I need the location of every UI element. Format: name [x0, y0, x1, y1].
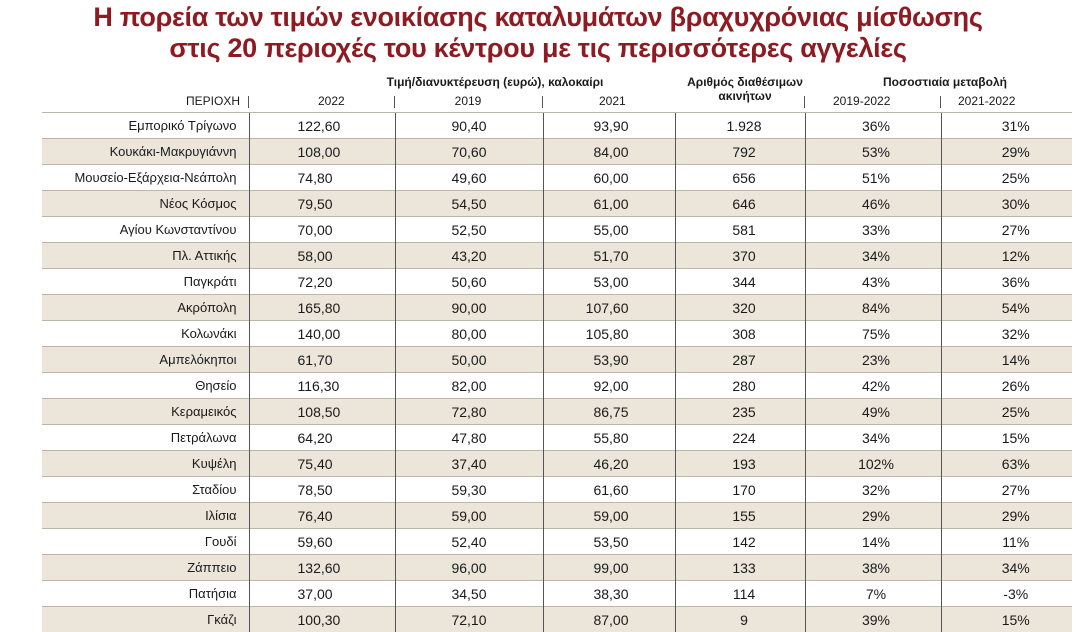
table-row	[42, 425, 1072, 451]
region-cell: Μουσείο-Εξάρχεια-Νεάπολη	[42, 165, 249, 191]
count-cell: 155	[675, 503, 805, 529]
price-2021-cell: 107,60	[543, 295, 675, 321]
pct-2019-2022-cell: 42%	[805, 373, 941, 399]
chart-title-line-2: στις 20 περιοχές του κέντρου με τις περισσότερες αγγελίες	[0, 33, 1076, 64]
pct-2021-2022-cell: 25%	[941, 399, 1072, 425]
count-cell: 142	[675, 529, 805, 555]
price-2022-cell: 75,40	[249, 451, 395, 477]
count-cell: 646	[675, 191, 805, 217]
pct-2021-2022-cell: 29%	[941, 503, 1072, 529]
pct-2021-2022-cell: 26%	[941, 373, 1072, 399]
region-cell: Ιλίσια	[42, 503, 249, 529]
price-2021-cell: 38,30	[543, 581, 675, 607]
price-2019-cell: 59,30	[395, 477, 543, 503]
region-cell: Κυψέλη	[42, 451, 249, 477]
price-2019-cell: 49,60	[395, 165, 543, 191]
pct-2021-2022-cell: 63%	[941, 451, 1072, 477]
price-2022-cell: 100,30	[249, 607, 395, 632]
pct-2019-2022-cell: 14%	[805, 529, 941, 555]
count-cell: 1.928	[675, 113, 805, 139]
header-divider	[804, 96, 805, 108]
count-cell: 287	[675, 347, 805, 373]
region-cell: Νέος Κόσμος	[42, 191, 249, 217]
region-cell: Κεραμεικός	[42, 399, 249, 425]
pct-2019-2022-cell: 34%	[805, 243, 941, 269]
price-2022-cell: 140,00	[249, 321, 395, 347]
price-2022-cell: 79,50	[249, 191, 395, 217]
chart-title	[0, 2, 1076, 64]
price-2019-cell: 34,50	[395, 581, 543, 607]
price-group-header: Τιμή/διανυκτέρευση (ευρώ), καλοκαίρι	[320, 75, 670, 89]
pct-2021-2022-cell: 31%	[941, 113, 1072, 139]
price-2022-cell: 76,40	[249, 503, 395, 529]
price-2021-cell: 87,00	[543, 607, 675, 632]
price-2019-cell: 70,60	[395, 139, 543, 165]
count-header-line-2: ακινήτων	[670, 89, 820, 103]
price-2019-cell: 52,40	[395, 529, 543, 555]
region-header: ΠΕΡΙΟΧΗ	[42, 94, 240, 108]
price-2019-cell: 50,00	[395, 347, 543, 373]
price-2021-cell: 55,00	[543, 217, 675, 243]
pct-2021-2022-cell: 15%	[941, 425, 1072, 451]
pct-2019-2022-cell: 34%	[805, 425, 941, 451]
price-2022-cell: 108,50	[249, 399, 395, 425]
pct-group-header: Ποσοστιαία μεταβολή	[820, 75, 1070, 89]
count-header-line-1: Αριθμός διαθέσιμων	[670, 75, 820, 89]
price-2021-cell: 93,90	[543, 113, 675, 139]
price-2021-cell: 53,00	[543, 269, 675, 295]
price-2019-cell: 80,00	[395, 321, 543, 347]
price-2019-cell: 72,10	[395, 607, 543, 632]
region-cell: Αμπελόκηποι	[42, 347, 249, 373]
price-2022-cell: 132,60	[249, 555, 395, 581]
region-cell: Κουκάκι-Μακρυγιάννη	[42, 139, 249, 165]
price-2019-cell: 72,80	[395, 399, 543, 425]
pct-2021-2022-cell: 34%	[941, 555, 1072, 581]
region-cell: Γουδί	[42, 529, 249, 555]
count-cell: 320	[675, 295, 805, 321]
price-2021-cell: 60,00	[543, 165, 675, 191]
pct-2019-2022-cell: 29%	[805, 503, 941, 529]
pct-2021-2022-cell: 27%	[941, 477, 1072, 503]
price-2019-cell: 90,40	[395, 113, 543, 139]
price-2022-cell: 165,80	[249, 295, 395, 321]
pct-2021-2022-cell: 27%	[941, 217, 1072, 243]
count-cell: 170	[675, 477, 805, 503]
price-2021-cell: 53,90	[543, 347, 675, 373]
pct-2019-2022-cell: 38%	[805, 555, 941, 581]
table-body	[42, 113, 1072, 632]
price-2019-cell: 37,40	[395, 451, 543, 477]
header-divider	[940, 96, 941, 108]
year-2021-header: 2021	[599, 94, 626, 108]
data-table	[42, 112, 1072, 632]
table-row	[42, 113, 1072, 139]
price-2022-cell: 72,20	[249, 269, 395, 295]
year-2022-header: 2022	[318, 94, 345, 108]
pct-2021-2022-header: 2021-2022	[958, 94, 1015, 108]
pct-2019-2022-cell: 39%	[805, 607, 941, 632]
price-2021-cell: 99,00	[543, 555, 675, 581]
price-2021-cell: 51,70	[543, 243, 675, 269]
table-row	[42, 347, 1072, 373]
header-divider	[542, 96, 543, 108]
pct-2019-2022-cell: 23%	[805, 347, 941, 373]
pct-2021-2022-cell: 12%	[941, 243, 1072, 269]
count-cell: 581	[675, 217, 805, 243]
price-2019-cell: 59,00	[395, 503, 543, 529]
region-cell: Ζάππειο	[42, 555, 249, 581]
pct-2019-2022-cell: 7%	[805, 581, 941, 607]
price-2022-cell: 116,30	[249, 373, 395, 399]
chart-title-line-1: Η πορεία των τιμών ενοικίασης καταλυμάτων βραχυχρόνιας μίσθωσης	[0, 2, 1076, 33]
table-row	[42, 529, 1072, 555]
table-row	[42, 139, 1072, 165]
price-2019-cell: 82,00	[395, 373, 543, 399]
price-2019-cell: 43,20	[395, 243, 543, 269]
pct-2019-2022-cell: 51%	[805, 165, 941, 191]
header-divider	[394, 96, 395, 108]
pct-2019-2022-cell: 102%	[805, 451, 941, 477]
pct-2021-2022-cell: 36%	[941, 269, 1072, 295]
price-2019-cell: 47,80	[395, 425, 543, 451]
price-2021-cell: 84,00	[543, 139, 675, 165]
pct-2021-2022-cell: 54%	[941, 295, 1072, 321]
pct-2021-2022-cell: 32%	[941, 321, 1072, 347]
count-cell: 344	[675, 269, 805, 295]
pct-2021-2022-cell: 14%	[941, 347, 1072, 373]
table-row	[42, 477, 1072, 503]
price-2021-cell: 86,75	[543, 399, 675, 425]
table-row	[42, 321, 1072, 347]
region-cell: Πατήσια	[42, 581, 249, 607]
price-2021-cell: 53,50	[543, 529, 675, 555]
price-2022-cell: 58,00	[249, 243, 395, 269]
pct-2019-2022-cell: 46%	[805, 191, 941, 217]
count-cell: 224	[675, 425, 805, 451]
price-2019-cell: 50,60	[395, 269, 543, 295]
table-row	[42, 295, 1072, 321]
price-2019-cell: 96,00	[395, 555, 543, 581]
price-2022-cell: 78,50	[249, 477, 395, 503]
header-divider	[248, 96, 249, 108]
region-cell: Αγίου Κωνσταντίνου	[42, 217, 249, 243]
price-2022-cell: 108,00	[249, 139, 395, 165]
pct-2019-2022-cell: 75%	[805, 321, 941, 347]
pct-2021-2022-cell: 25%	[941, 165, 1072, 191]
region-cell: Πλ. Αττικής	[42, 243, 249, 269]
price-2021-cell: 61,00	[543, 191, 675, 217]
table-row	[42, 581, 1072, 607]
price-2019-cell: 52,50	[395, 217, 543, 243]
region-cell: Γκάζι	[42, 607, 249, 632]
table-row	[42, 555, 1072, 581]
price-2019-cell: 54,50	[395, 191, 543, 217]
pct-2019-2022-cell: 43%	[805, 269, 941, 295]
pct-2021-2022-cell: -3%	[941, 581, 1072, 607]
pct-2019-2022-cell: 36%	[805, 113, 941, 139]
pct-2019-2022-cell: 33%	[805, 217, 941, 243]
price-2022-cell: 122,60	[249, 113, 395, 139]
count-cell: 133	[675, 555, 805, 581]
price-2021-cell: 61,60	[543, 477, 675, 503]
count-cell: 308	[675, 321, 805, 347]
table-row	[42, 191, 1072, 217]
region-cell: Ακρόπολη	[42, 295, 249, 321]
region-cell: Θησείο	[42, 373, 249, 399]
pct-2019-2022-cell: 84%	[805, 295, 941, 321]
pct-2019-2022-cell: 49%	[805, 399, 941, 425]
price-2019-cell: 90,00	[395, 295, 543, 321]
price-2021-cell: 92,00	[543, 373, 675, 399]
price-2022-cell: 59,60	[249, 529, 395, 555]
year-2019-header: 2019	[433, 94, 503, 108]
price-2022-cell: 61,70	[249, 347, 395, 373]
price-2021-cell: 105,80	[543, 321, 675, 347]
price-2022-cell: 64,20	[249, 425, 395, 451]
count-cell: 280	[675, 373, 805, 399]
pct-2019-2022-cell: 32%	[805, 477, 941, 503]
region-cell: Κολωνάκι	[42, 321, 249, 347]
table-row	[42, 607, 1072, 632]
pct-2021-2022-cell: 11%	[941, 529, 1072, 555]
count-cell: 656	[675, 165, 805, 191]
region-cell: Παγκράτι	[42, 269, 249, 295]
pct-2019-2022-cell: 53%	[805, 139, 941, 165]
table-row	[42, 165, 1072, 191]
count-cell: 235	[675, 399, 805, 425]
price-2022-cell: 70,00	[249, 217, 395, 243]
price-2021-cell: 46,20	[543, 451, 675, 477]
pct-2021-2022-cell: 15%	[941, 607, 1072, 632]
region-cell: Πετράλωνα	[42, 425, 249, 451]
table-row	[42, 399, 1072, 425]
table-row	[42, 217, 1072, 243]
pct-2021-2022-cell: 30%	[941, 191, 1072, 217]
price-2022-cell: 74,80	[249, 165, 395, 191]
table-row	[42, 451, 1072, 477]
price-2022-cell: 37,00	[249, 581, 395, 607]
table-row	[42, 503, 1072, 529]
count-cell: 792	[675, 139, 805, 165]
count-cell: 193	[675, 451, 805, 477]
count-cell: 370	[675, 243, 805, 269]
pct-2021-2022-cell: 29%	[941, 139, 1072, 165]
count-cell: 9	[675, 607, 805, 632]
count-cell: 114	[675, 581, 805, 607]
pct-2019-2022-header: 2019-2022	[833, 94, 890, 108]
region-cell: Εμπορικό Τρίγωνο	[42, 113, 249, 139]
region-cell: Σταδίου	[42, 477, 249, 503]
price-2021-cell: 55,80	[543, 425, 675, 451]
price-2021-cell: 59,00	[543, 503, 675, 529]
table-row	[42, 373, 1072, 399]
table-row	[42, 269, 1072, 295]
table-row	[42, 243, 1072, 269]
